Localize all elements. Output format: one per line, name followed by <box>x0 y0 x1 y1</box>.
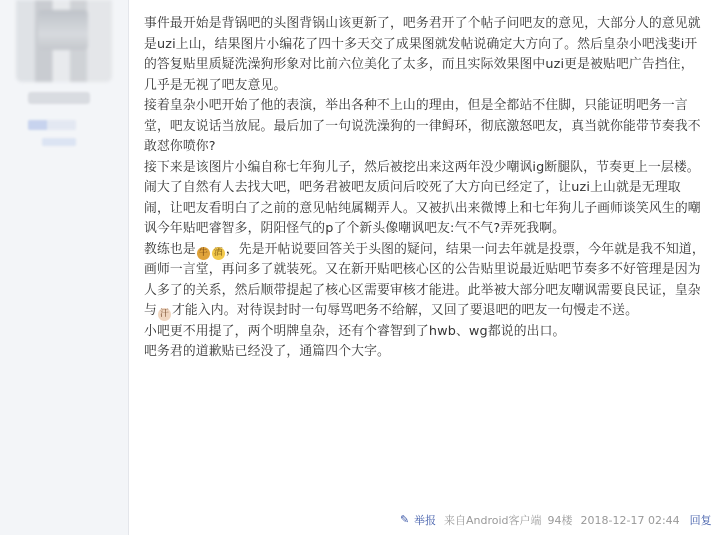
sweat-face-emoji-icon: 汗 <box>159 309 170 319</box>
post-time: 2018-12-17 02:44 <box>580 513 680 527</box>
author-level-blurred <box>28 120 76 130</box>
paragraph-7: 吧务君的道歉贴已经没了，通篇四个大字。 <box>144 344 390 359</box>
column-divider <box>128 0 129 535</box>
paragraph-4: 闹大了自然有人去找大吧，吧务君被吧友质问后咬死了大方向已经定了，让uzi上山就是无理取闹，让吧友看明白了之前的意见帖纯属糊弄人。又被扒出来微博上和七年狗儿子画师谈笑风生的嘲讽今年贴吧睿智多，阴阳怪气的p了个新头像嘲讽吧友:气不气?弄死我啊。 <box>144 180 701 236</box>
post-source: 来自Android客户端 <box>444 514 542 527</box>
post-content <box>144 14 706 363</box>
paragraph-3: 接下来是该图片小编自称七年狗儿子，然后被挖出来这两年没少嘲讽ig断腿队，节奏更上一层楼。 <box>144 159 700 175</box>
author-name-blurred[interactable] <box>28 92 90 104</box>
author-sidebar <box>0 0 128 535</box>
paragraph-5-part-a: 教练也是 <box>144 241 196 257</box>
post-footer <box>400 512 712 528</box>
paragraph-2: 接着皇杂小吧开始了他的表演，举出各种不上山的理由，但是全都站不住脚，只能证明吧务一言堂，吧友说话当放屁。最后加了一句说洗澡狗的一律鲟环，彻底激怒吧友，真当就你能带节奏我不敢怼你喷你? <box>144 98 701 154</box>
author-badge-blurred <box>42 138 76 146</box>
report-link[interactable] <box>400 512 436 528</box>
cow-face-emoji-icon: 牛 <box>198 247 208 258</box>
paragraph-6: 小吧更不用提了，两个明牌皇杂，还有个睿智到了hwb、wg都说的出口。 <box>144 323 566 339</box>
paragraph-5 <box>144 240 706 322</box>
reply-link[interactable]: 回复 <box>689 514 712 527</box>
report-icon: ✎ <box>400 513 410 526</box>
paragraph-5-part-b: ，先是开帖说要回答关于头图的疑问，结果一问去年就是投票，今年就是我不知道，画师一言堂，再问多了就装死。又在新开贴吧核心区的公告贴里说最近贴吧节奏多不好管理是因为人多了的关系，然后顺带提起了核心区需要审核才能进。此举被大部分吧友嘲讽需要良民证，皇杂与 <box>144 241 705 318</box>
paragraph-5-part-c: 才能入内。对待误封时一句辱骂吧务不给解，又回了要退吧的吧友一句慢走不送。 <box>171 303 639 318</box>
avatar[interactable] <box>16 0 112 82</box>
floor-number: 94楼 <box>547 514 573 527</box>
report-label: 举报 <box>414 514 436 527</box>
paragraph-1: 事件最开始是背锅吧的头图背锅山该更新了，吧务君开了个帖子问吧友的意见，大部分人的意见就是uzi上山，结果图片小编花了四十多天交了成果图就发帖说确定大方向了。然后皇杂小吧浅斐i开的答复贴里质疑洗澡狗形象对比前六位美化了太多，而且实际效果图中uzi更是被贴吧广告挡住，几乎是无视了吧友意见。 <box>144 16 701 93</box>
beer-mug-emoji-icon: 酒 <box>213 247 223 258</box>
